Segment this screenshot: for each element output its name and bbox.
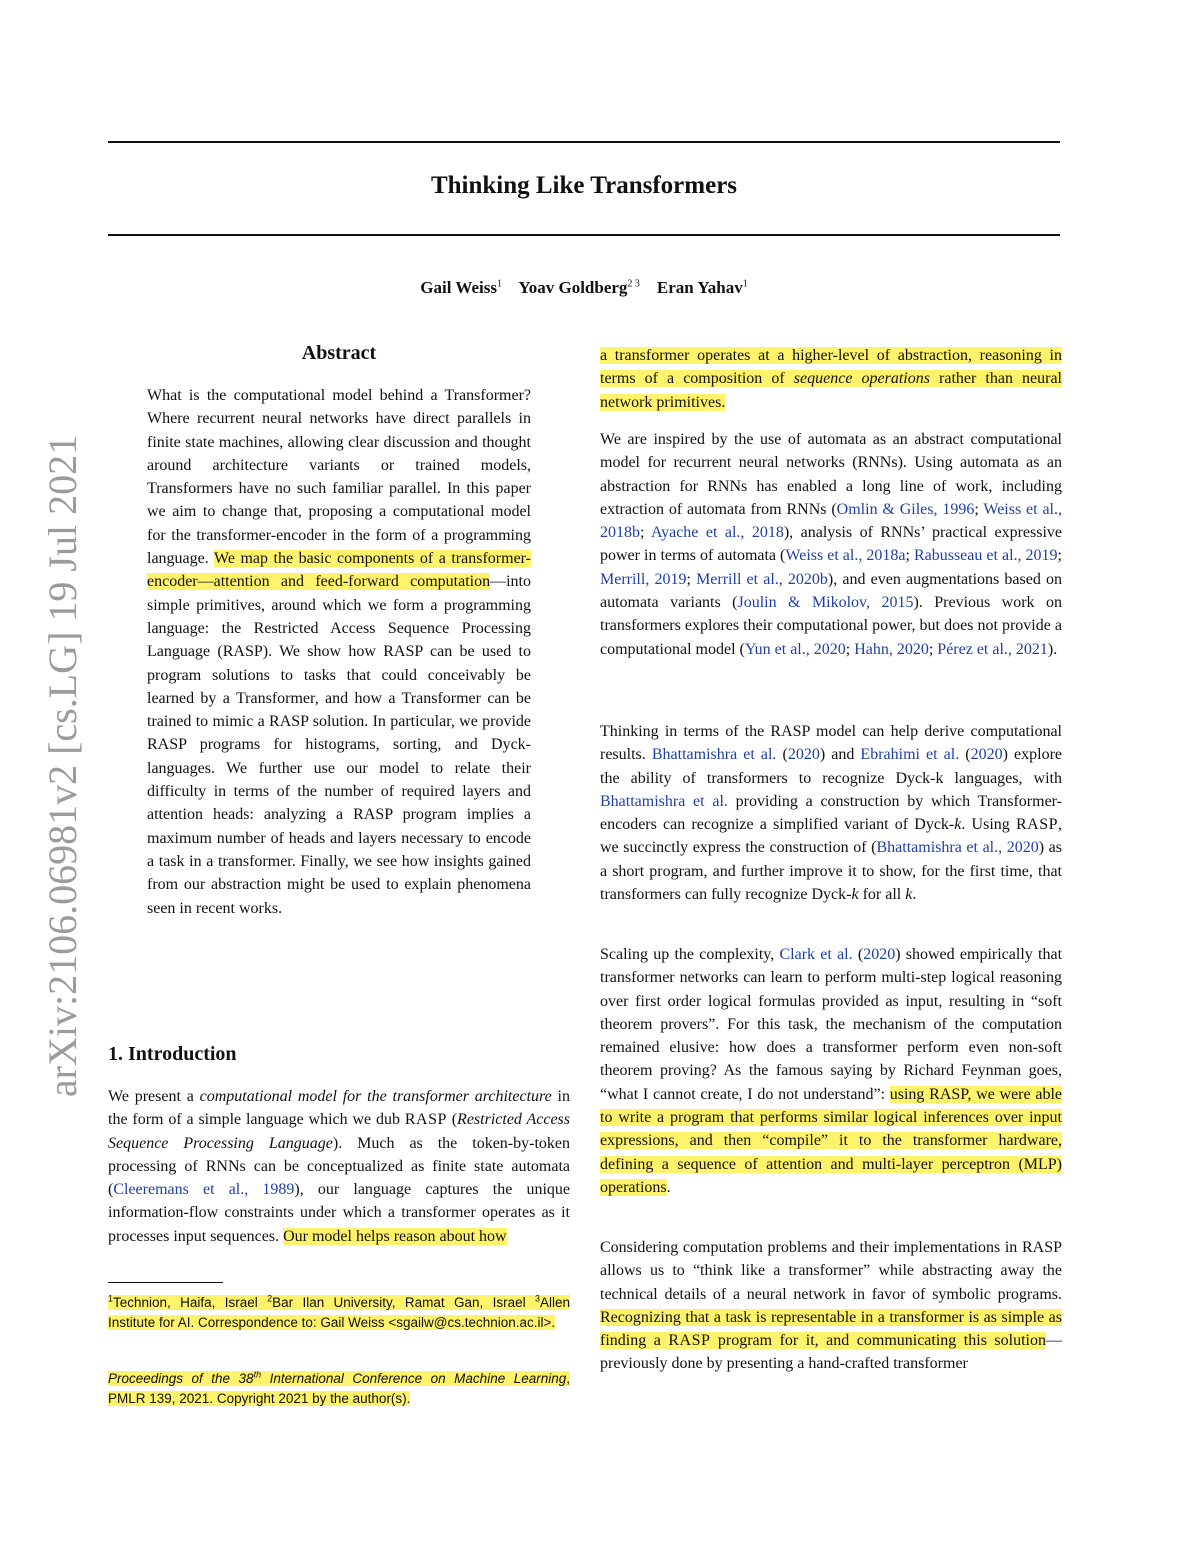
paragraph-text bbox=[600, 720, 1062, 906]
footnote-marker: 1 bbox=[108, 1293, 114, 1303]
para-text: ; bbox=[928, 640, 938, 658]
right-paragraph-4 bbox=[600, 943, 1062, 1199]
citation-link[interactable]: Yun et al., 2020 bbox=[744, 640, 846, 658]
citation-link[interactable]: Clark et al. bbox=[779, 946, 853, 963]
intro-emphasis: computational model for the transformer architecture bbox=[199, 1088, 552, 1105]
paragraph-text bbox=[600, 344, 1062, 414]
footnote-marker: 2 bbox=[267, 1293, 273, 1303]
para-text: ) showed empirically that transformer networks can learn to perform multi-step logical reasoning over first order logical formulas provided as input, resulting in “soft theorem provers”. For this task, the mechanism of the computation remained elusive: how does a transformer perform even non-soft theorem proving? As the famous saying by Richard Feynman goes, “what I cannot create, I do not understand”: bbox=[600, 946, 1063, 1103]
paragraph-text bbox=[600, 943, 1062, 1199]
paragraph-text bbox=[600, 428, 1062, 661]
citation-link[interactable]: Bhattamishra et al. bbox=[651, 746, 777, 764]
para-text: Scaling up the complexity, bbox=[600, 946, 780, 963]
intro-emphasis: Restricted Access Sequence Processing Language bbox=[108, 1111, 570, 1152]
intro-text: ( bbox=[446, 1111, 458, 1129]
abstract-text: What is the computational model behind a Transformer? Where recurrent neural networks have direct parallels in finite state machines, allowing clear discussion and thought around architecture variants or trained models, Transformers have no such familiar parallel. In this paper we aim to change that, proposing a computational model for the transformer-encoder in the form of a programming language. bbox=[147, 387, 531, 568]
citation-link[interactable]: Omlin & Giles, 1996 bbox=[836, 500, 975, 518]
abstract-heading: Abstract bbox=[301, 342, 377, 364]
author-affiliation: 1 bbox=[496, 278, 502, 290]
proceedings-note bbox=[108, 1364, 570, 1409]
para-text: Considering computation problems and their implementations in RASP allows us to “think like a transformer” while abstracting away the technical details of a neural network in favor of symbolic programs. bbox=[600, 1239, 1062, 1303]
math-variable: k bbox=[851, 886, 859, 904]
para-text: ; bbox=[686, 570, 697, 588]
para-text: ). Previous work on transformers explores their computational power, but does not provide a computational model ( bbox=[600, 594, 1062, 658]
para-text: We are inspired by the use of automata as an abstract computational model for recurrent neural networks (RNNs). Using automata as an abstraction for RNNs has enabled a long line of work, including extraction of automata from RNNs ( bbox=[600, 431, 1062, 518]
abstract-paragraph bbox=[147, 384, 531, 920]
footnote-marker: 3 bbox=[534, 1293, 540, 1303]
paragraph-text bbox=[600, 1236, 1062, 1376]
citation-link[interactable]: Ayache et al., 2018 bbox=[651, 524, 784, 542]
citation-link[interactable]: 2020 bbox=[863, 946, 896, 963]
para-text: ( bbox=[776, 746, 788, 764]
para-text: ) and bbox=[819, 746, 861, 764]
author-name: Gail Weiss bbox=[420, 278, 497, 297]
citation-link[interactable]: Rabusseau et al., 2019 bbox=[913, 547, 1058, 565]
para-text: ). bbox=[1047, 640, 1058, 658]
intro-highlight: Our model helps reason about how bbox=[283, 1227, 507, 1245]
para-text: rather than neural network primitives. bbox=[600, 370, 1063, 411]
citation-link[interactable]: Pérez et al., 2021 bbox=[937, 640, 1048, 658]
author-affiliation: 2 3 bbox=[627, 278, 640, 290]
footnote-rule bbox=[108, 1282, 223, 1283]
author-name: Yoav Goldberg bbox=[518, 278, 628, 297]
right-paragraph-5 bbox=[600, 1236, 1062, 1376]
title-bottom-rule bbox=[108, 234, 1060, 236]
para-highlight: program for it, and communicating this solution bbox=[710, 1332, 1046, 1350]
introduction-paragraph bbox=[108, 1085, 570, 1248]
rasp-acronym: RASP bbox=[1015, 816, 1058, 834]
citation-link[interactable]: Weiss et al., 2018a bbox=[785, 547, 906, 565]
citation-link[interactable]: Ebrahimi et al. bbox=[860, 746, 960, 764]
para-highlight: Recognizing that a task is representable in a transformer is as simple as finding a bbox=[600, 1308, 1062, 1350]
para-text: ; bbox=[1057, 547, 1062, 565]
author-list bbox=[108, 278, 1060, 298]
para-text: , we succinctly express the construction of ( bbox=[600, 816, 1062, 857]
para-text: a transformer operates at a higher-level of abstraction, reasoning in terms of a composition of bbox=[600, 347, 1062, 388]
para-text: ) explore the ability of transformers to recognize Dyck-k languages, with bbox=[600, 746, 1063, 787]
proceedings-text: , PMLR 139, 2021. Copyright 2021 by the author(s). bbox=[108, 1370, 571, 1406]
footnote-text: Technion, Haifa, Israel bbox=[113, 1294, 268, 1310]
para-text: ; bbox=[640, 524, 652, 542]
para-text: ( bbox=[852, 946, 864, 963]
para-text: —previously done by presenting a hand-crafted transformer bbox=[600, 1332, 1062, 1373]
para-text: ; bbox=[974, 500, 984, 518]
abstract-text: —into simple primitives, around which we form a programming language: the Restricted Access Sequence Processing Language (RASP). We show how RASP can be used to program solutions to tasks that could conceivably be learned by a Transformer, and how a Transformer can be trained to mimic a RASP solution. In particular, we provide RASP programs for histograms, sorting, and Dyck-languages. We further use our model to relate their difficulty in terms of the number of required layers and attention heads: analyzing a RASP program implies a maximum number of heads and layers necessary to encode a task in a transformer. Finally, we see how insights gained from our abstraction might be used to explain phenomena seen in recent works. bbox=[147, 573, 531, 917]
citation-link[interactable]: Merrill et al., 2020b bbox=[696, 570, 828, 588]
para-emphasis: sequence operations bbox=[793, 370, 930, 388]
citation-link[interactable]: Bhattamishra et al. bbox=[600, 792, 728, 810]
citation-link[interactable]: 2020 bbox=[970, 746, 1003, 764]
right-paragraph-3 bbox=[600, 720, 1062, 906]
para-text: for all bbox=[858, 886, 906, 904]
para-highlight: using RASP, we were able to write a program that performs similar logical inferences over input expressions, and then “compile” it to the transformer hardware, defining a sequence of attention and multi-layer perceptron (MLP) operations bbox=[600, 1085, 1062, 1196]
citation-link[interactable]: Merrill, 2019 bbox=[600, 570, 687, 588]
right-paragraph-2 bbox=[600, 428, 1062, 661]
para-text: . bbox=[666, 1178, 671, 1196]
para-text: ), analysis of RNNs’ practical expressive power in terms of automata ( bbox=[600, 524, 1063, 565]
para-text: . bbox=[912, 886, 917, 904]
citation-link[interactable]: Joulin & Mikolov, 2015 bbox=[737, 594, 914, 612]
section-heading-introduction: 1. Introduction bbox=[108, 1043, 237, 1065]
para-text: . Using bbox=[961, 816, 1016, 834]
proceedings-emphasis: Proceedings of the 38 bbox=[108, 1370, 254, 1386]
rasp-acronym: RASP bbox=[668, 1332, 711, 1350]
math-variable: k bbox=[905, 886, 913, 904]
abstract-highlight: We map the basic components of a transformer-encoder—attention and feed-forward computation bbox=[147, 550, 531, 591]
right-paragraph-1 bbox=[600, 344, 1062, 414]
paper-title: Thinking Like Transformers bbox=[430, 172, 738, 199]
rasp-acronym: RASP bbox=[404, 1111, 447, 1129]
arxiv-stamp-text: arXiv:2106.06981v2 [cs.LG] 19 Jul 2021 bbox=[40, 434, 85, 1098]
citation-link[interactable]: Bhattamishra et al., 2020 bbox=[876, 839, 1039, 857]
citation-link[interactable]: Weiss et al., 2018b bbox=[600, 500, 1063, 542]
proceedings-emphasis: International Conference on Machine Learning bbox=[261, 1370, 567, 1386]
intro-text: We present a bbox=[108, 1088, 200, 1105]
intro-text: in the form of a simple language which we dub bbox=[108, 1088, 570, 1129]
para-text: ) as a short program, and further improve it to show, for the first time, that transformers can fully recognize Dyck- bbox=[600, 839, 1063, 904]
introduction-body bbox=[108, 1085, 570, 1248]
intro-text: ), our language captures the unique information-flow constraints under which a transformer operates as it processes input sequences. bbox=[108, 1181, 570, 1245]
title-top-rule bbox=[108, 141, 1060, 143]
author-affiliation: 1 bbox=[742, 278, 748, 290]
para-text: providing a construction by which Transformer-encoders can recognize a simplified variant of Dyck- bbox=[600, 792, 1063, 834]
citation-link[interactable]: Hahn, 2020 bbox=[854, 640, 929, 658]
math-variable: k bbox=[954, 816, 962, 834]
citation-link[interactable]: 2020 bbox=[787, 746, 820, 764]
proceedings-superscript: th bbox=[253, 1369, 262, 1379]
para-text: ( bbox=[959, 746, 971, 764]
para-text: ; bbox=[905, 547, 914, 565]
intro-text: ). Much as the token-by-token processing of RNNs can be conceptualized as finite state automata ( bbox=[108, 1134, 571, 1199]
footnote-text: Bar Ilan University, Ramat Gan, Israel bbox=[272, 1294, 535, 1310]
para-text: Thinking in terms of the RASP model can help derive computational results. bbox=[600, 723, 1062, 764]
citation-link[interactable]: Cleeremans et al., 1989 bbox=[113, 1181, 295, 1199]
author-name: Eran Yahav bbox=[656, 278, 743, 297]
para-text: ), and even augmentations based on automata variants ( bbox=[600, 570, 1062, 612]
abstract-body bbox=[147, 384, 531, 920]
footnote-text: Allen Institute for AI. Correspondence to: Gail Weiss <sgailw@cs.technion.ac.il>. bbox=[108, 1294, 570, 1330]
para-text: ; bbox=[845, 640, 855, 658]
affiliation-footnote bbox=[108, 1288, 570, 1333]
